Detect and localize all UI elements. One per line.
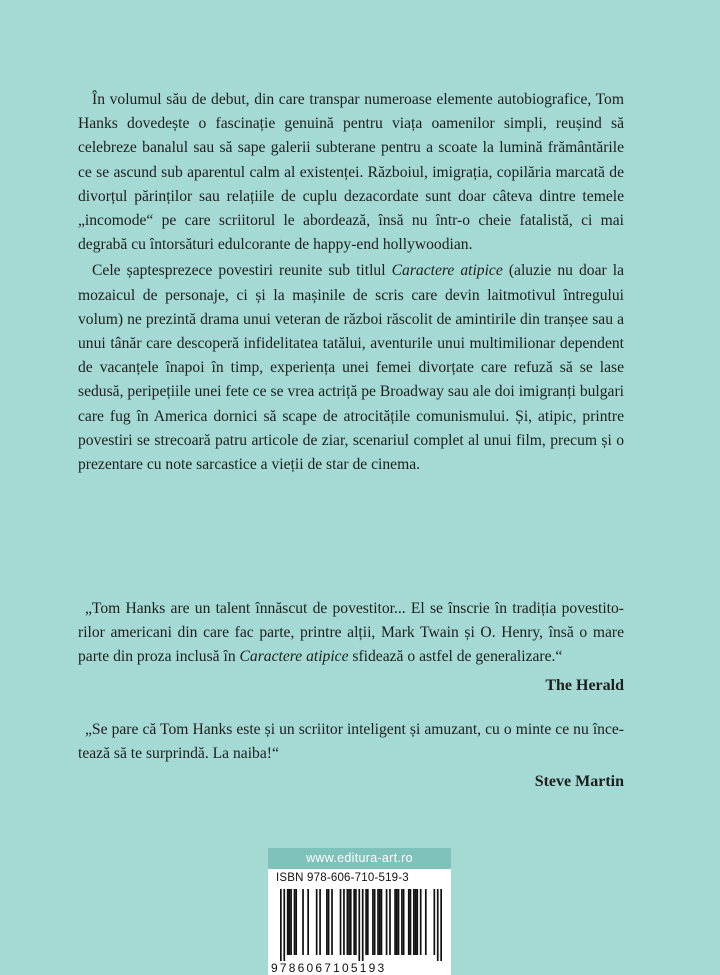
description-paragraph-2: Cele șaptesprezece povestiri reunite sub titlul Caractere atipice (aluzie nu doar la mozaicul de personaje, ci și la mașinile de scris care devin laitmotivul întregului volum) ne prezintă drama unui veteran de război răscolit de amintirile din tranșee sau a unui tânăr care descoperă infidelitatea tatălui, aventurile unui multimilionar dependent de vacanțele înapoi în timp, experiența unei femei divorțate care refuză să se lase sedusă, peripețiile unei fete ce se vrea actriță pe Broadway sau ale doi imigranți bulgari care fug în America dornici să scape de atrocitățile comunismului. Și, atipic, printre povestiri se strecoară patru articole de ziar, scenariul complet al unui film, precum și o prezentare cu note sarcastice a vieții de star de cinema.: [78, 262, 624, 474]
barcode-bar: [328, 889, 330, 955]
isbn-text: ISBN 978-606-710-519-3: [276, 872, 409, 884]
quote-text: „Tom Hanks are un talent înnăscut de povestitor... El se înscrie în tradiția povestitorilor americani din care fac parte, printre alții, Mark Twain și O. Henry, însă o mare parte din proza inclusă în Caractere atipice sfidează o astfel de generalizare.“: [78, 600, 624, 666]
barcode-bar: [294, 889, 296, 955]
barcode-digits: 9786067105193: [271, 961, 387, 975]
barcode-bar: [302, 889, 304, 955]
barcode-bar: [347, 889, 349, 955]
quote-source: Steve Martin: [534, 773, 624, 791]
description-paragraph-1: În volumul său de debut, din care transpar numeroase elemente autobiografice, Tom Hanks dovedește o fascinație genuină pentru viața oamenilor simpli, reușind să celebreze banalul sau să sape galerii subterane pentru a scoate la lumină frământările ce se ascund sub aparentul calm al existenței. Războiul, imigrația, copilăria marcată de divorțul părinților sau relațiile de cuplu dezacordate sunt doar câteva dintre temele „incomode“ pe care scriitorul le abordează, însă nu într-o cheie fatalistă, ci mai degrabă cu întorsături edulcorante de happy-end hollywoodian.: [78, 91, 624, 254]
barcode-bar: [348, 889, 350, 955]
barcode-bar: [413, 889, 415, 955]
barcode-bar: [358, 889, 360, 961]
barcode-bar: [331, 889, 333, 955]
barcode-bar: [355, 889, 357, 955]
barcode-bar: [319, 889, 321, 955]
barcode-bar: [287, 889, 289, 955]
barcode-bar: [381, 889, 383, 955]
barcode-bar: [374, 889, 376, 955]
barcode-bar: [372, 889, 374, 955]
barcode-bar: [398, 889, 400, 955]
barcode-bar: [307, 889, 309, 955]
barcode-bar: [437, 889, 439, 961]
barcode-bars: [280, 889, 442, 961]
barcode-area: [268, 869, 451, 975]
barcode-bar: [415, 889, 417, 955]
barcode-bar: [343, 889, 345, 955]
barcode-bar: [326, 889, 328, 955]
barcode-bar: [403, 889, 405, 955]
barcode-bar: [389, 889, 391, 955]
barcode-bar: [416, 889, 418, 955]
barcode-bar: [295, 889, 297, 955]
barcode-bar: [340, 889, 342, 955]
barcode-bar: [401, 889, 403, 955]
barcode-bar: [377, 889, 379, 955]
barcode-bar: [379, 889, 381, 955]
publisher-website: www.editura-art.ro: [268, 848, 451, 869]
barcode-bar: [394, 889, 396, 955]
barcode-bar: [283, 889, 285, 961]
barcode-bar: [408, 889, 410, 955]
quote-text: „Se pare că Tom Hanks este și un scriitor inteligent și amuzant, cu o minte ce nu încetează să te surprindă. La naiba!“: [78, 721, 624, 763]
barcode-bar: [386, 889, 388, 955]
barcode-bar: [280, 889, 282, 961]
barcode-bar: [396, 889, 398, 955]
barcode-bar: [410, 889, 412, 955]
barcode-bar: [290, 889, 292, 955]
quote-herald: [78, 597, 624, 697]
barcode-bar: [353, 889, 355, 955]
barcode-bar: [316, 889, 318, 955]
barcode-bar: [425, 889, 427, 955]
barcode-panel: [268, 848, 451, 975]
barcode-bar: [367, 889, 369, 955]
barcode-bar: [440, 889, 442, 961]
quote-steve-martin: [78, 718, 624, 793]
description: [78, 88, 624, 477]
barcode-bar: [433, 889, 435, 955]
barcode-bar: [362, 889, 364, 961]
barcode-bar: [289, 889, 291, 955]
barcode-bar: [365, 889, 367, 955]
quote-source: The Herald: [545, 676, 624, 694]
barcode-bar: [350, 889, 352, 955]
barcode-bar: [420, 889, 422, 955]
